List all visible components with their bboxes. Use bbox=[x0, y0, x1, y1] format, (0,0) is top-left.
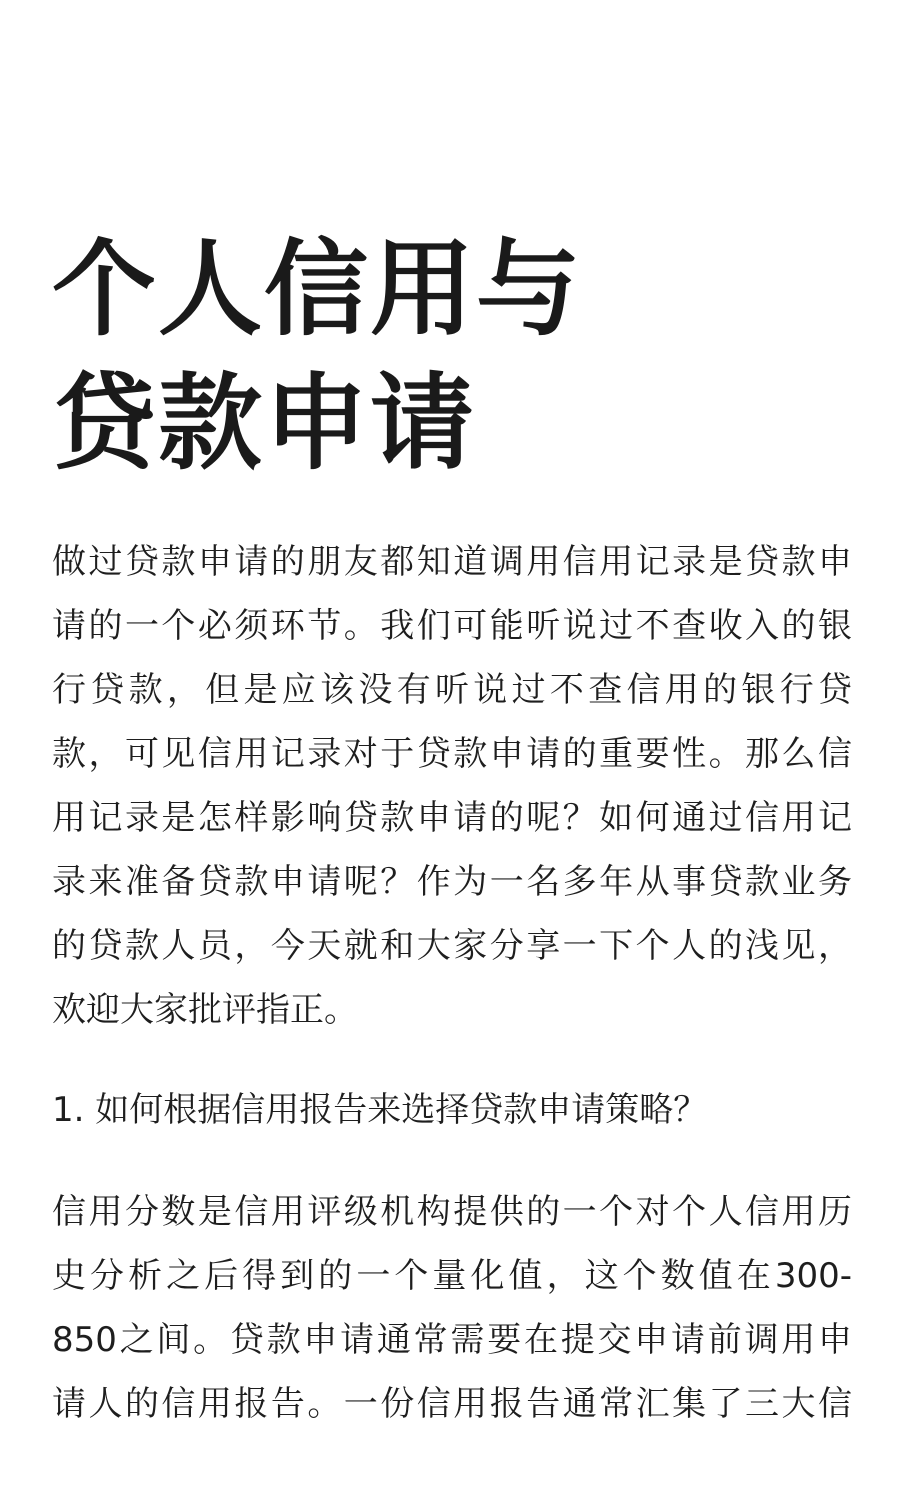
title-line: 贷款申请 bbox=[52, 362, 477, 484]
title-line: 个人信用与 bbox=[52, 228, 583, 350]
section-paragraph bbox=[52, 1180, 852, 1436]
article-title bbox=[52, 222, 852, 490]
paragraph-line: 的贷款人员，今天就和大家分享一下个人的浅见， bbox=[52, 926, 852, 966]
paragraph-line: 欢迎大家批评指正。 bbox=[52, 990, 358, 1030]
paragraph-line: 请人的信用报告。一份信用报告通常汇集了三大信 bbox=[52, 1384, 852, 1424]
paragraph-line: 850之间。贷款申请通常需要在提交申请前调用申 bbox=[52, 1320, 852, 1360]
intro-paragraph bbox=[52, 530, 852, 1042]
paragraph-line: 信用分数是信用评级机构提供的一个对个人信用历 bbox=[52, 1192, 852, 1232]
paragraph-line: 用记录是怎样影响贷款申请的呢？如何通过信用记 bbox=[52, 798, 852, 838]
paragraph-line: 史分析之后得到的一个量化值，这个数值在300- bbox=[52, 1256, 852, 1296]
paragraph-line: 行贷款，但是应该没有听说过不查信用的银行贷 bbox=[52, 670, 852, 710]
paragraph-line: 款，可见信用记录对于贷款申请的重要性。那么信 bbox=[52, 734, 852, 774]
paragraph-line: 请的一个必须环节。我们可能听说过不查收入的银 bbox=[52, 606, 852, 646]
paragraph-line: 做过贷款申请的朋友都知道调用信用记录是贷款申 bbox=[52, 542, 852, 582]
section-heading: 1. 如何根据信用报告来选择贷款申请策略？ bbox=[52, 1090, 708, 1130]
article bbox=[52, 222, 852, 1436]
paragraph-line: 录来准备贷款申请呢？作为一名多年从事贷款业务 bbox=[52, 862, 852, 902]
